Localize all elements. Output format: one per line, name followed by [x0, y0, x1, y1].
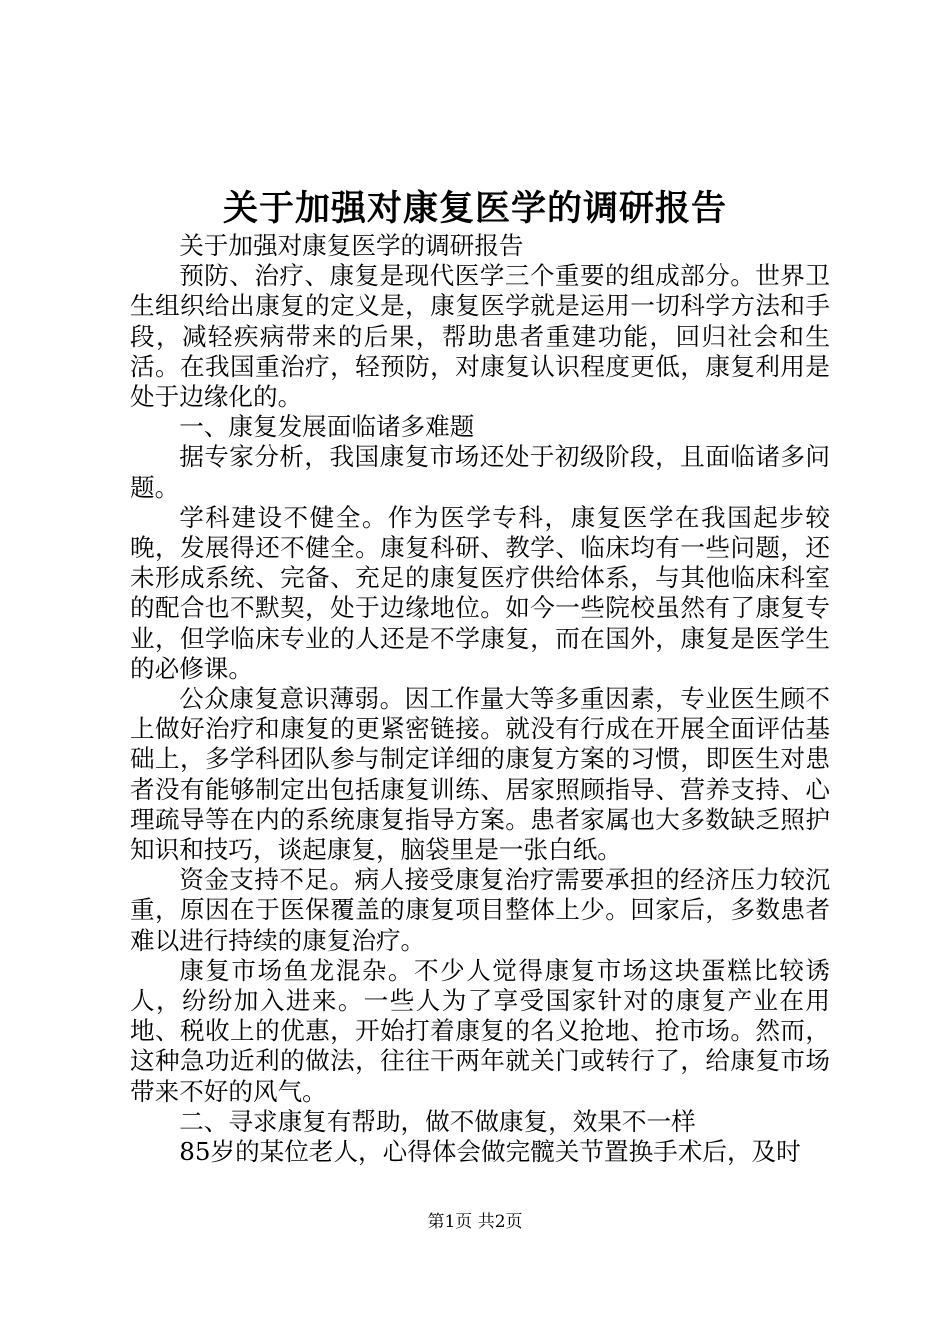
- document-title: 关于加强对康复医学的调研报告: [222, 188, 727, 229]
- paragraph-case: 85岁的某位老人，心得体会做完髋关节置换手术后，及时: [179, 1137, 801, 1167]
- paragraph-discipline: 学科建设不健全。作为医学专科，康复医学在我国起步较晚，发展得还不健全。康复科研、教学、临床均有一些问题，还未形成系统、完备、充足的康复医疗供给体系，与其他临床科室的配合也不默契，处于边缘地位。如今一些院校虽然有了康复专业，但学临床专业的人还是不学康复，而在国外，康复是医学生的必修课。: [130, 502, 830, 683]
- paragraph-market: 康复市场鱼龙混杂。不少人觉得康复市场这块蛋糕比较诱人，纷纷加入进来。一些人为了享受国家针对的康复产业在用地、税收上的优惠，开始打着康复的名义抢地、抢市场。然而，这种急功近利的做法，往往干两年就关门或转行了，给康复市场带来不好的风气。: [130, 955, 830, 1106]
- document-body: [130, 231, 830, 1167]
- paragraph-funding: 资金支持不足。病人接受康复治疗需要承担的经济压力较沉重，原因在于医保覆盖的康复项目整体上少。回家后，多数患者难以进行持续的康复治疗。: [130, 865, 830, 955]
- page-number-footer: 第1页 共2页: [427, 1212, 523, 1232]
- paragraph-heading-repeat: 关于加强对康复医学的调研报告: [179, 231, 524, 260]
- paragraph-expert-analysis: 据专家分析，我国康复市场还处于初级阶段，且面临诸多问题。: [130, 442, 830, 502]
- paragraph-public-awareness: 公众康复意识薄弱。因工作量大等多重因素，专业医生顾不上做好治疗和康复的更紧密链接。就没有行成在开展全面评估基础上，多学科团队参与制定详细的康复方案的习惯，即医生对患者没有能够制定出包括康复训练、居家照顾指导、营养支持、心理疏导等在内的系统康复指导方案。患者家属也大多数缺乏照护知识和技巧，谈起康复，脑袋里是一张白纸。: [130, 684, 830, 865]
- section-heading-1: 一、康复发展面临诸多难题: [179, 412, 475, 442]
- section-heading-2: 二、寻求康复有帮助，做不做康复，效果不一样: [179, 1106, 696, 1136]
- paragraph-intro: 预防、治疗、康复是现代医学三个重要的组成部分。世界卫生组织给出康复的定义是，康复医学就是运用一切科学方法和手段，减轻疾病带来的后果，帮助患者重建功能，回归社会和生活。在我国重治疗，轻预防，对康复认识程度更低，康复利用是处于边缘化的。: [130, 261, 830, 412]
